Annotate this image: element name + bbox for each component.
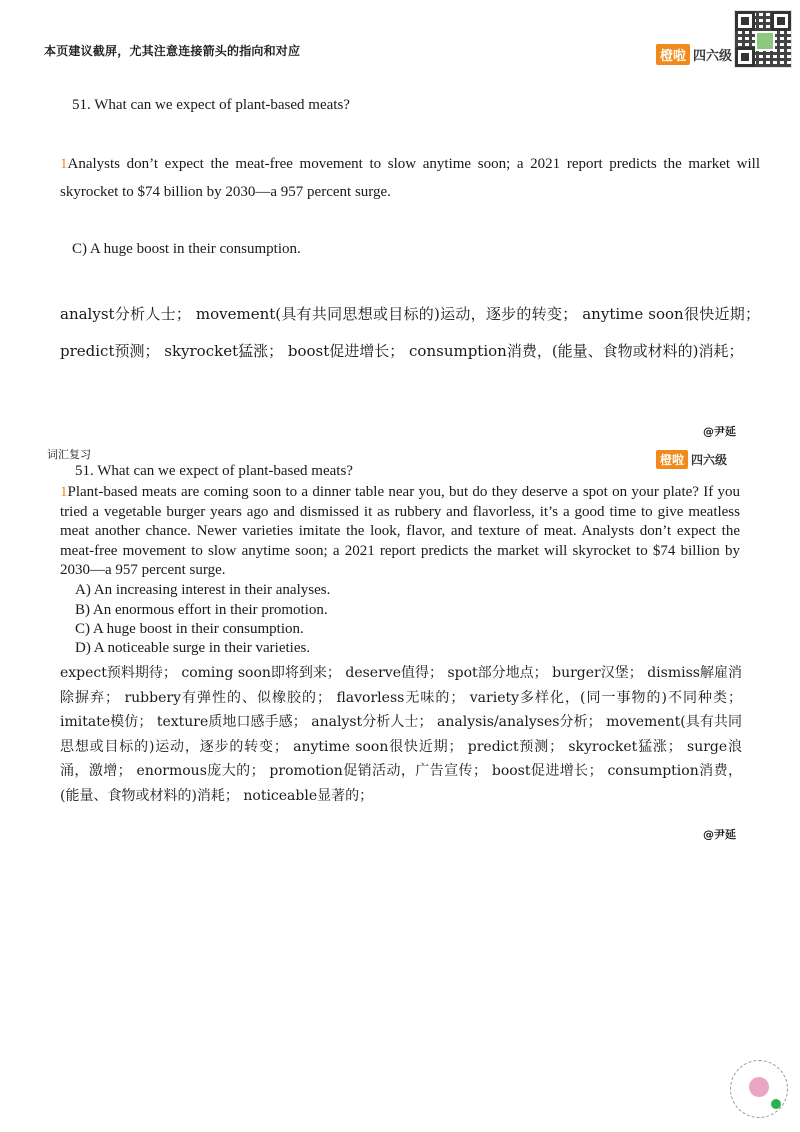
cartoon-face-icon (749, 1077, 769, 1097)
passage-excerpt (60, 150, 760, 206)
brand-badge: 橙啦 (656, 44, 690, 65)
option-d: D) A noticeable surge in their varieties. (75, 640, 311, 656)
brand-logo-bottom (656, 450, 727, 469)
author-signature: @尹延 (703, 425, 736, 438)
section-label: 词汇复习 (47, 448, 91, 461)
passage-text: Analysts don’t expect the meat-free movement to slow anytime soon; a 2021 report predicts the market will skyrocket to $74 billion by 2030—a 957 percent surge. (60, 156, 760, 200)
qr-finder-icon (771, 11, 791, 31)
qr-finder-icon (735, 11, 755, 31)
qr-avatar-icon (755, 31, 775, 51)
paragraph-marker: 1 (60, 156, 68, 172)
qr-code-icon (734, 10, 792, 68)
option-c: C) A huge boost in their consumption. (75, 621, 304, 637)
mini-program-code-icon (730, 1060, 788, 1118)
paragraph-marker: 1 (60, 484, 68, 500)
qr-finder-icon (735, 47, 755, 67)
brand-logo-top (656, 44, 732, 65)
vocabulary-notes: analyst分析人士； movement(具有共同思想或目标的)运动，逐步的转变； anytime soon很快近期； predict预测； skyrocket猛涨； boost促进增长； consumption消费，(能量、食物或材料的)消耗； (60, 305, 760, 360)
passage-text: Plant-based meats are coming soon to a dinner table near you, but do they deserve a spot on your plate? If you tried a vegetable burger years ago and dismissed it as rubbery and flavorless, it’s a good time to give meatless meat another chance. Newer varieties imitate the look, flavor, and texture of meat. Analysts don’t expect the meat-free movement to slow anytime soon; a 2021 report predicts the market will skyrocket to $74 billion by 2030—a 957 percent surge. (60, 484, 740, 579)
brand-name: 四六级 (693, 49, 733, 64)
wechat-dot-icon (771, 1099, 781, 1109)
vocabulary-notes: expect预料期待； coming soon即将到来； deserve值得； spot部分地点； burger汉堡； dismiss解雇消除摒弃； rubbery有弹性的、似橡胶的； flavorless无味的； variety多样化，(同一事物的)不同种类； imitate模仿； texture质地口感手感； analyst分析人士； analysis/analyses分析； movement(具有共同思想或目标的)运动，逐步的转变； anytime soon很快近期； predict预测； skyrocket猛涨； surge浪涌，激增； enormous庞大的； promotion促销活动，广告宣传； boost促进增长； consumption消费，(能量、食物或材料的)消耗； noticeable显著的； (60, 665, 742, 804)
question-title: 51. What can we expect of plant-based meats? (72, 97, 350, 113)
page-notice: 本页建议截屏，尤其注意连接箭头的指向和对应 (44, 44, 301, 58)
question-title: 51. What can we expect of plant-based meats? (75, 463, 353, 479)
brand-name: 四六级 (691, 453, 728, 467)
author-signature: @尹延 (703, 828, 736, 841)
option-b: B) An enormous effort in their promotion. (75, 602, 328, 618)
brand-badge: 橙啦 (656, 450, 688, 469)
answer-option: C) A huge boost in their consumption. (72, 241, 301, 257)
passage-full (60, 483, 740, 581)
option-a: A) An increasing interest in their analyses. (75, 582, 331, 598)
